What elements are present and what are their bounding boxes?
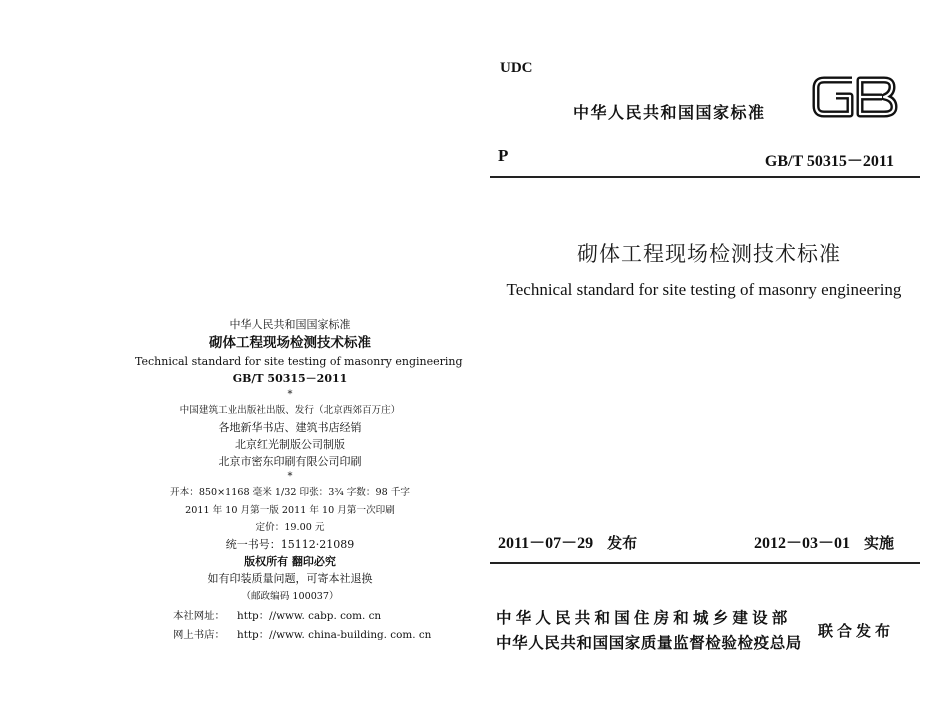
bookstore-row bbox=[173, 626, 445, 645]
price-line: 定价：19.00 元 bbox=[255, 521, 325, 533]
standard-title-zh: 砌体工程现场检测技术标准 bbox=[577, 242, 841, 266]
title-std-number: GB/T 50315－2011 bbox=[764, 153, 894, 170]
classification-letter: P bbox=[498, 146, 509, 165]
bookstore-label: 网上书店： bbox=[173, 628, 225, 641]
copyright-std-number: GB/T 50315－2011 bbox=[232, 372, 348, 386]
standard-title-en: Technical standard for site testing of masonry engineering bbox=[506, 280, 902, 299]
separator-star: * bbox=[287, 388, 293, 400]
copyright-page bbox=[135, 316, 463, 645]
separator-star-2: * bbox=[287, 471, 293, 483]
plate-making-line: 北京红光制版公司制版 bbox=[235, 438, 345, 452]
copyright-title-zh: 砌体工程现场检测技术标准 bbox=[209, 335, 371, 352]
bottom-rule bbox=[490, 562, 920, 564]
url-block bbox=[135, 607, 445, 645]
book-number-line: 统一书号：15112·21089 bbox=[225, 538, 355, 552]
implement-word: 实施 bbox=[863, 534, 894, 552]
issue-word: 发布 bbox=[607, 534, 638, 552]
printing-line: 北京市密东印刷有限公司印刷 bbox=[218, 455, 362, 469]
title-page bbox=[468, 0, 950, 701]
series-label: 中华人民共和国国家标准 bbox=[229, 318, 351, 331]
rights-line: 版权所有 翻印必究 bbox=[244, 555, 336, 569]
issuer-aqsiq: 中华人民共和国国家质量监督检验检疫总局 bbox=[496, 634, 802, 652]
gb-logo bbox=[812, 72, 898, 122]
edition-line: 2011 年 10 月第一版 2011 年 10 月第一次印刷 bbox=[185, 504, 395, 516]
website-row bbox=[173, 607, 445, 626]
udc-label: UDC bbox=[500, 60, 533, 76]
website-url: http：//www. cabp. com. cn bbox=[237, 609, 382, 622]
implement-block bbox=[754, 530, 894, 553]
postcode-line: （邮政编码 100037） bbox=[241, 590, 339, 602]
bookstore-url: http：//www. china-building. com. cn bbox=[237, 628, 432, 641]
quality-note-line: 如有印装质量问题，可寄本社退换 bbox=[207, 572, 373, 586]
issuing-authorities bbox=[496, 606, 802, 656]
joint-issue-label: 联合发布 bbox=[818, 622, 895, 640]
distribution-line: 各地新华书店、建筑书店经销 bbox=[218, 420, 362, 434]
issuer-ministry: 中华人民共和国住房和城乡建设部 bbox=[496, 609, 792, 627]
format-line: 开本：850×1168 毫米 1/32 印张：3¾ 字数：98 千字 bbox=[170, 487, 410, 499]
issue-date: 2011－07－29 bbox=[498, 535, 594, 552]
national-standard-label: 中华人民共和国国家标准 bbox=[573, 103, 766, 122]
implement-date: 2012－03－01 bbox=[753, 535, 850, 552]
publisher-line: 中国建筑工业出版社出版、发行（北京西郊百万庄） bbox=[179, 404, 401, 416]
website-label: 本社网址： bbox=[173, 609, 225, 622]
issue-block bbox=[498, 530, 637, 553]
copyright-title-en: Technical standard for site testing of masonry engineering bbox=[135, 355, 463, 369]
top-rule bbox=[490, 176, 920, 178]
